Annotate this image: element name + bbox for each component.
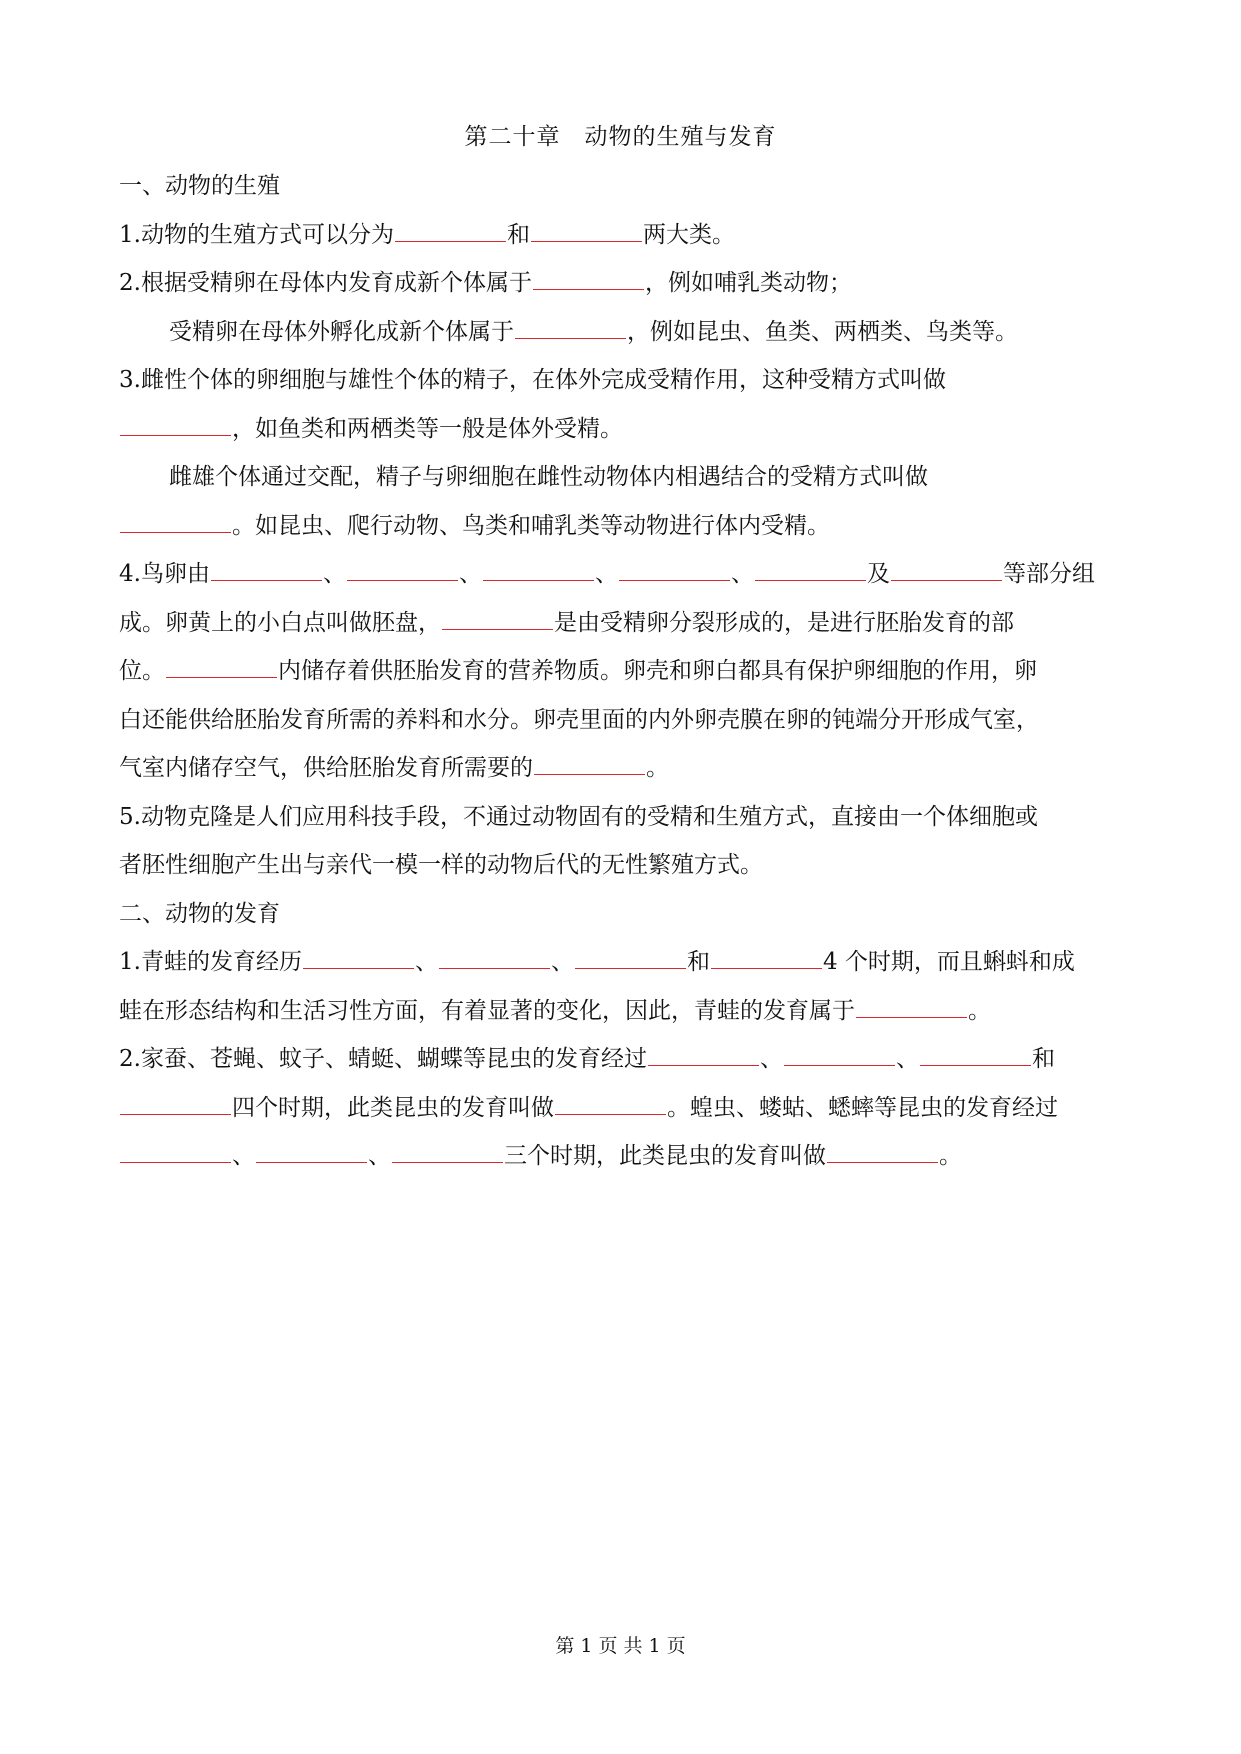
question-text: 和 bbox=[686, 949, 710, 975]
question-2-line-1 bbox=[119, 259, 1123, 308]
question-4-line-2 bbox=[119, 599, 1123, 648]
answer-blank[interactable] bbox=[256, 1133, 367, 1163]
question-text: 三个时期，此类昆虫的发育叫做 bbox=[504, 1143, 826, 1169]
answer-blank[interactable] bbox=[442, 600, 553, 630]
answer-blank[interactable] bbox=[515, 309, 626, 339]
question-text: 蛙在形态结构和生活习性方面，有着显著的变化，因此，青蛙的发育属于 bbox=[119, 997, 855, 1024]
answer-blank[interactable] bbox=[211, 551, 322, 581]
question-text: 内储存着供胚胎发育的营养物质。卵壳和卵白都具有保护卵细胞的作用，卵 bbox=[278, 658, 1037, 684]
dev-question-1-line-1 bbox=[119, 938, 1123, 987]
answer-blank[interactable] bbox=[439, 939, 550, 969]
answer-blank[interactable] bbox=[711, 939, 822, 969]
question-text: 2.家蚕、苍蝇、蚊子、蜻蜓、蝴蝶等昆虫的发育经过 bbox=[119, 1046, 647, 1072]
question-text: ，例如哺乳类动物； bbox=[644, 270, 852, 296]
question-text: ，例如昆虫、鱼类、两栖类、鸟类等。 bbox=[627, 318, 1018, 345]
answer-blank[interactable] bbox=[531, 212, 642, 242]
dev-question-2-line-1 bbox=[119, 1035, 1123, 1084]
question-5-line-1: 5.动物克隆是人们应用科技手段，不通过动物固有的受精和生殖方式，直接由一个体细胞或 bbox=[119, 803, 1038, 830]
question-text: 。如昆虫、爬行动物、鸟类和哺乳类等动物进行体内受精。 bbox=[232, 512, 830, 539]
separator: 、 bbox=[458, 561, 482, 587]
section-heading-reproduction: 一、动物的生殖 bbox=[119, 173, 280, 199]
question-3-line-4 bbox=[119, 502, 1123, 551]
question-text: 气室内储存空气，供给胚胎发育所需要的 bbox=[119, 755, 533, 781]
answer-blank[interactable] bbox=[920, 1036, 1031, 1066]
question-text: 是由受精卵分裂形成的，是进行胚胎发育的部 bbox=[554, 609, 1014, 636]
question-text: 等部分组 bbox=[1002, 561, 1095, 587]
separator: 、 bbox=[414, 949, 438, 975]
answer-blank[interactable] bbox=[120, 1085, 231, 1115]
answer-blank[interactable] bbox=[392, 1133, 503, 1163]
answer-blank[interactable] bbox=[827, 1133, 938, 1163]
answer-blank[interactable] bbox=[755, 551, 866, 581]
separator: 、 bbox=[232, 1143, 255, 1169]
answer-blank[interactable] bbox=[856, 988, 967, 1018]
answer-blank[interactable] bbox=[120, 406, 231, 436]
section-heading-development: 二、动物的发育 bbox=[119, 900, 280, 927]
question-2-line-2 bbox=[119, 308, 1123, 357]
separator: 、 bbox=[730, 561, 754, 587]
answer-blank[interactable] bbox=[483, 551, 594, 581]
question-text: 1.青蛙的发育经历 bbox=[119, 949, 302, 975]
page-title: 第二十章 动物的生殖与发育 bbox=[464, 124, 777, 150]
separator: 、 bbox=[594, 561, 618, 587]
question-text: 位。 bbox=[119, 658, 165, 684]
question-text: 。 bbox=[646, 755, 669, 781]
answer-blank[interactable] bbox=[533, 260, 644, 290]
dev-question-2-line-3 bbox=[119, 1132, 1123, 1181]
question-text: 4 个时期，而且蝌蚪和成 bbox=[822, 949, 1075, 975]
answer-blank[interactable] bbox=[555, 1085, 666, 1115]
answer-blank[interactable] bbox=[648, 1036, 759, 1066]
question-text: 和 bbox=[506, 221, 530, 248]
question-text: 和 bbox=[1031, 1046, 1055, 1072]
question-3-line-3: 雌雄个体通过交配，精子与卵细胞在雌性动物体内相遇结合的受精方式叫做 bbox=[169, 464, 928, 490]
answer-blank[interactable] bbox=[395, 212, 506, 242]
question-1 bbox=[119, 211, 1123, 260]
separator: 、 bbox=[368, 1143, 391, 1169]
answer-blank[interactable] bbox=[347, 551, 458, 581]
dev-question-2-line-2 bbox=[119, 1084, 1123, 1133]
answer-blank[interactable] bbox=[619, 551, 730, 581]
question-text: ，如鱼类和两栖类等一般是体外受精。 bbox=[232, 415, 623, 442]
answer-blank[interactable] bbox=[891, 551, 1002, 581]
separator: 、 bbox=[322, 561, 346, 587]
answer-blank[interactable] bbox=[166, 648, 277, 678]
question-text: 。 bbox=[968, 997, 991, 1024]
question-text: 四个时期，此类昆虫的发育叫做 bbox=[232, 1094, 554, 1121]
question-text: 4.鸟卵由 bbox=[119, 561, 210, 587]
question-4-line-5 bbox=[119, 744, 1123, 793]
question-4-line-4: 白还能供给胚胎发育所需的养料和水分。卵壳里面的内外卵壳膜在卵的钝端分开形成气室， bbox=[119, 706, 1039, 733]
dev-question-1-line-2 bbox=[119, 987, 1123, 1036]
answer-blank[interactable] bbox=[303, 939, 414, 969]
question-text: 2.根据受精卵在母体内发育成新个体属于 bbox=[119, 270, 532, 296]
question-text: 成。卵黄上的小白点叫做胚盘， bbox=[119, 609, 441, 636]
question-3-line-1: 3.雌性个体的卵细胞与雄性个体的精子，在体外完成受精作用，这种受精方式叫做 bbox=[119, 367, 946, 393]
question-3-line-2 bbox=[119, 405, 1123, 454]
question-text: 。蝗虫、蝼蛄、蟋蟀等昆虫的发育经过 bbox=[667, 1094, 1058, 1121]
question-text: 两大类。 bbox=[642, 221, 735, 248]
answer-blank[interactable] bbox=[534, 745, 645, 775]
answer-blank[interactable] bbox=[575, 939, 686, 969]
question-text: 及 bbox=[866, 561, 890, 587]
question-text: 1.动物的生殖方式可以分为 bbox=[119, 221, 394, 248]
separator: 、 bbox=[550, 949, 574, 975]
question-4-line-3 bbox=[119, 647, 1123, 696]
answer-blank[interactable] bbox=[120, 503, 231, 533]
question-5-line-2: 者胚性细胞产生出与亲代一模一样的动物后代的无性繁殖方式。 bbox=[119, 852, 763, 878]
question-4-line-1 bbox=[119, 550, 1123, 599]
answer-blank[interactable] bbox=[120, 1133, 231, 1163]
separator: 、 bbox=[895, 1046, 919, 1072]
question-text: 受精卵在母体外孵化成新个体属于 bbox=[169, 318, 514, 345]
question-text: 。 bbox=[939, 1143, 962, 1169]
answer-blank[interactable] bbox=[784, 1036, 895, 1066]
page-number-footer: 第 1 页 共 1 页 bbox=[555, 1635, 686, 1657]
worksheet-content bbox=[119, 162, 1123, 1181]
separator: 、 bbox=[759, 1046, 783, 1072]
